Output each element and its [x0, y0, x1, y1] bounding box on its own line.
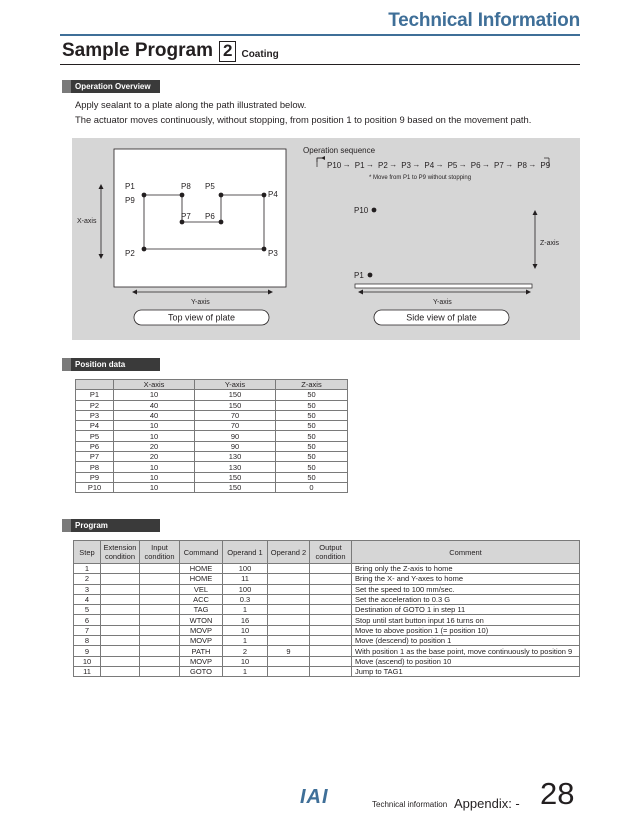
- table-cell: Set the acceleration to 0.3 G: [352, 594, 580, 604]
- table-cell: [101, 594, 140, 604]
- label-p2: P2: [125, 249, 135, 258]
- table-cell: 11: [74, 666, 101, 676]
- table-row: [76, 390, 348, 400]
- label-p4: P4: [268, 190, 278, 199]
- table-cell: [268, 636, 310, 646]
- table-cell: [268, 615, 310, 625]
- table-cell: 50: [276, 452, 348, 462]
- table-cell: 50: [276, 421, 348, 431]
- table-row: [76, 441, 348, 451]
- sequence-return-arrow: [321, 156, 325, 160]
- sequence-arrow-icon: →: [389, 160, 398, 169]
- table-cell: 50: [276, 472, 348, 482]
- footer-appendix: Appendix: -: [454, 796, 520, 811]
- table-cell: [140, 564, 180, 574]
- overview-text: [75, 97, 575, 127]
- title-rule: [60, 64, 580, 65]
- table-cell: MOVP: [180, 636, 223, 646]
- table-cell: [310, 564, 352, 574]
- table-cell: [268, 625, 310, 635]
- table-cell: [268, 605, 310, 615]
- table-cell: 3: [74, 584, 101, 594]
- table-cell: P10: [76, 482, 114, 492]
- table-cell: ACC: [180, 594, 223, 604]
- table-cell: Move (ascend) to position 10: [352, 656, 580, 666]
- program-col-header: Input condition: [140, 541, 180, 564]
- table-row: [74, 625, 580, 635]
- table-cell: 20: [114, 441, 195, 451]
- table-cell: 50: [276, 390, 348, 400]
- table-row: [74, 636, 580, 646]
- sequence-arrow-icon: →: [528, 160, 537, 169]
- table-cell: 150: [195, 472, 276, 482]
- table-cell: 11: [223, 574, 268, 584]
- table-cell: 50: [276, 431, 348, 441]
- label-p7: P7: [181, 212, 191, 221]
- table-row: [74, 574, 580, 584]
- table-cell: [310, 646, 352, 656]
- table-cell: [268, 666, 310, 676]
- table-cell: HOME: [180, 564, 223, 574]
- table-row: [74, 666, 580, 676]
- table-cell: [140, 574, 180, 584]
- table-cell: 0: [276, 482, 348, 492]
- y-axis-label-side: Y-axis: [433, 299, 452, 306]
- table-row: [74, 564, 580, 574]
- table-cell: Destination of GOTO 1 in step 11: [352, 605, 580, 615]
- table-cell: VEL: [180, 584, 223, 594]
- section-heading-program: Program: [62, 519, 160, 532]
- table-cell: Set the speed to 100 mm/sec.: [352, 584, 580, 594]
- side-view-caption: Side view of plate: [406, 312, 477, 323]
- table-cell: [310, 666, 352, 676]
- table-cell: 16: [223, 615, 268, 625]
- position-col-header: Z-axis: [276, 380, 348, 390]
- table-cell: HOME: [180, 574, 223, 584]
- table-row: [74, 615, 580, 625]
- sequence-step: P1: [354, 161, 365, 170]
- sequence-title: Operation sequence: [303, 146, 376, 155]
- table-cell: 9: [74, 646, 101, 656]
- operation-sequence: [327, 160, 551, 170]
- sequence-step: P6: [470, 161, 481, 170]
- table-cell: [310, 605, 352, 615]
- table-cell: 100: [223, 564, 268, 574]
- header-rule: [60, 34, 580, 36]
- table-cell: P7: [76, 452, 114, 462]
- page-number: 28: [540, 776, 575, 811]
- section-heading-overview: Operation Overview: [62, 80, 160, 93]
- table-cell: [101, 574, 140, 584]
- table-row: [76, 452, 348, 462]
- table-cell: Move to above position 1 (= position 10): [352, 625, 580, 635]
- side-label-p10: P10: [354, 206, 369, 215]
- sequence-arrow-icon: →: [482, 160, 490, 169]
- title-main: Sample Program: [62, 40, 213, 61]
- z-axis-label: Z-axis: [540, 240, 560, 247]
- z-axis-arrow-head-bottom: [533, 264, 538, 269]
- overview-line-1: Apply sealant to a plate along the path illustrated below.: [75, 99, 307, 110]
- table-cell: 1: [223, 636, 268, 646]
- position-table-header-row: [76, 380, 348, 390]
- table-cell: [140, 615, 180, 625]
- table-cell: [101, 666, 140, 676]
- table-cell: 70: [195, 410, 276, 420]
- table-cell: [140, 656, 180, 666]
- section-header: Technical Information: [388, 10, 580, 31]
- table-cell: P3: [76, 410, 114, 420]
- table-cell: [140, 636, 180, 646]
- table-cell: P9: [76, 472, 114, 482]
- table-cell: [140, 646, 180, 656]
- table-cell: Stop until start button input 16 turns on: [352, 615, 580, 625]
- sequence-step: P10: [327, 161, 342, 170]
- label-p9: P9: [125, 196, 135, 205]
- table-cell: 150: [195, 400, 276, 410]
- point-p8: [180, 193, 185, 198]
- table-row: [74, 646, 580, 656]
- table-cell: 20: [114, 452, 195, 462]
- table-cell: 10: [114, 472, 195, 482]
- y-axis-side-head-right: [526, 290, 531, 295]
- table-cell: With position 1 as the base point, move continuously to position 9: [352, 646, 580, 656]
- table-cell: 10: [223, 656, 268, 666]
- table-cell: MOVP: [180, 625, 223, 635]
- table-cell: 4: [74, 594, 101, 604]
- table-cell: 6: [74, 615, 101, 625]
- side-label-p1: P1: [354, 271, 364, 280]
- table-row: [74, 594, 580, 604]
- table-cell: TAG: [180, 605, 223, 615]
- program-col-header: Command: [180, 541, 223, 564]
- sequence-arrow-icon: →: [505, 160, 514, 169]
- table-cell: PATH: [180, 646, 223, 656]
- x-axis-label: X-axis: [77, 218, 97, 225]
- table-cell: 1: [223, 666, 268, 676]
- table-cell: 10: [114, 390, 195, 400]
- table-row: [76, 482, 348, 492]
- y-axis-arrow-head-right: [268, 290, 273, 295]
- point-p1: [142, 193, 147, 198]
- sequence-arrow-icon: →: [435, 160, 444, 169]
- label-p1: P1: [125, 182, 135, 191]
- table-cell: 1: [74, 564, 101, 574]
- label-p5: P5: [205, 182, 215, 191]
- table-cell: 50: [276, 462, 348, 472]
- table-cell: 2: [223, 646, 268, 656]
- sequence-note: * Move from P1 to P9 without stopping: [369, 175, 472, 181]
- table-cell: 10: [114, 482, 195, 492]
- table-cell: Move (descend) to position 1: [352, 636, 580, 646]
- table-cell: [101, 656, 140, 666]
- program-col-header: Operand 1: [223, 541, 268, 564]
- program-col-header: Operand 2: [268, 541, 310, 564]
- table-cell: P1: [76, 390, 114, 400]
- position-col-header: Y-axis: [195, 380, 276, 390]
- table-cell: 7: [74, 625, 101, 635]
- point-p2: [142, 247, 147, 252]
- table-cell: 150: [195, 482, 276, 492]
- position-col-header: X-axis: [114, 380, 195, 390]
- table-cell: [310, 615, 352, 625]
- table-cell: [268, 564, 310, 574]
- footer-label: Technical information: [372, 800, 448, 809]
- table-cell: [268, 584, 310, 594]
- sequence-arrow-icon: →: [458, 160, 467, 169]
- side-point-p1: [368, 273, 373, 278]
- table-cell: 130: [195, 462, 276, 472]
- table-cell: 5: [74, 605, 101, 615]
- table-row: [76, 472, 348, 482]
- table-cell: P6: [76, 441, 114, 451]
- z-axis-arrow-head-top: [533, 210, 538, 215]
- x-axis-arrow-head-bottom: [99, 254, 104, 259]
- label-p3: P3: [268, 249, 278, 258]
- table-cell: WTON: [180, 615, 223, 625]
- program-table: [73, 540, 580, 677]
- point-p3: [262, 247, 267, 252]
- table-cell: [310, 625, 352, 635]
- table-row: [76, 431, 348, 441]
- program-col-header: Output condition: [310, 541, 352, 564]
- table-cell: Bring only the Z-axis to home: [352, 564, 580, 574]
- table-cell: [310, 584, 352, 594]
- table-cell: 1: [223, 605, 268, 615]
- sequence-step: P2: [378, 161, 388, 170]
- table-row: [74, 605, 580, 615]
- sequence-arrow-icon: →: [342, 160, 351, 169]
- table-cell: [140, 584, 180, 594]
- program-col-header: Step: [74, 541, 101, 564]
- sequence-step: P5: [447, 161, 458, 170]
- table-cell: 150: [195, 390, 276, 400]
- table-cell: 10: [114, 421, 195, 431]
- table-cell: [268, 656, 310, 666]
- table-cell: 0.3: [223, 594, 268, 604]
- table-cell: 9: [268, 646, 310, 656]
- table-row: [74, 656, 580, 666]
- program-col-header: Comment: [352, 541, 580, 564]
- table-cell: P5: [76, 431, 114, 441]
- table-cell: [140, 605, 180, 615]
- table-cell: 50: [276, 400, 348, 410]
- table-cell: [310, 636, 352, 646]
- table-cell: [310, 594, 352, 604]
- label-p8: P8: [181, 182, 191, 191]
- top-view-caption: Top view of plate: [167, 312, 236, 323]
- table-cell: Jump to TAG1: [352, 666, 580, 676]
- sequence-step: P4: [424, 161, 435, 170]
- table-cell: [140, 666, 180, 676]
- table-cell: [140, 625, 180, 635]
- label-p6: P6: [205, 212, 215, 221]
- table-cell: P8: [76, 462, 114, 472]
- sequence-step: P7: [494, 161, 504, 170]
- table-cell: 10: [114, 462, 195, 472]
- program-table-header-row: [74, 541, 580, 564]
- table-cell: [101, 636, 140, 646]
- overview-line-2: The actuator moves continuously, without stopping, from position 1 to position 9 based on the movement path.: [75, 114, 532, 125]
- sequence-step: P3: [401, 161, 411, 170]
- sequence-step: P8: [517, 161, 527, 170]
- title-subtitle: Coating: [241, 49, 279, 60]
- title-number: 2: [219, 41, 236, 62]
- table-cell: [101, 615, 140, 625]
- operation-diagram: [72, 138, 580, 340]
- table-row: [76, 421, 348, 431]
- position-data-table: [75, 379, 348, 493]
- point-p5: [219, 193, 224, 198]
- table-cell: 10: [114, 431, 195, 441]
- side-point-p10: [372, 208, 377, 213]
- sequence-arrow-icon: →: [366, 160, 374, 169]
- table-cell: 90: [195, 441, 276, 451]
- table-row: [76, 410, 348, 420]
- table-cell: [101, 646, 140, 656]
- program-table-body: [74, 564, 580, 677]
- table-row: [76, 400, 348, 410]
- table-cell: [101, 625, 140, 635]
- table-row: [74, 584, 580, 594]
- table-cell: 40: [114, 410, 195, 420]
- point-p4: [262, 193, 267, 198]
- table-cell: [101, 584, 140, 594]
- table-cell: Bring the X- and Y-axes to home: [352, 574, 580, 584]
- table-cell: 40: [114, 400, 195, 410]
- y-axis-label-top: Y-axis: [191, 299, 210, 306]
- table-cell: 8: [74, 636, 101, 646]
- table-cell: 70: [195, 421, 276, 431]
- table-cell: [310, 656, 352, 666]
- table-cell: MOVP: [180, 656, 223, 666]
- section-heading-position-data: Position data: [62, 358, 160, 371]
- table-cell: 50: [276, 441, 348, 451]
- x-axis-arrow-head-top: [99, 184, 104, 189]
- plate-outline: [114, 149, 286, 287]
- point-p6: [219, 220, 224, 225]
- y-axis-side-head-left: [358, 290, 363, 295]
- table-cell: 90: [195, 431, 276, 441]
- position-table-body: [76, 390, 348, 493]
- program-col-header: Extension condition: [101, 541, 140, 564]
- table-row: [76, 462, 348, 472]
- table-cell: [101, 605, 140, 615]
- table-cell: P4: [76, 421, 114, 431]
- iai-logo: IAI: [300, 786, 329, 808]
- position-col-header: [76, 380, 114, 390]
- table-cell: 50: [276, 410, 348, 420]
- table-cell: [140, 594, 180, 604]
- table-cell: 10: [74, 656, 101, 666]
- sequence-step: P9: [540, 161, 551, 170]
- table-cell: 100: [223, 584, 268, 594]
- table-cell: [101, 564, 140, 574]
- table-cell: GOTO: [180, 666, 223, 676]
- y-axis-arrow-head-left: [132, 290, 137, 295]
- table-cell: 130: [195, 452, 276, 462]
- page-title: [62, 40, 279, 62]
- table-cell: 10: [223, 625, 268, 635]
- sequence-arrow-icon: →: [412, 160, 421, 169]
- plate-side-view: [355, 284, 532, 288]
- table-cell: 2: [74, 574, 101, 584]
- table-cell: P2: [76, 400, 114, 410]
- table-cell: [268, 594, 310, 604]
- table-cell: [310, 574, 352, 584]
- table-cell: [268, 574, 310, 584]
